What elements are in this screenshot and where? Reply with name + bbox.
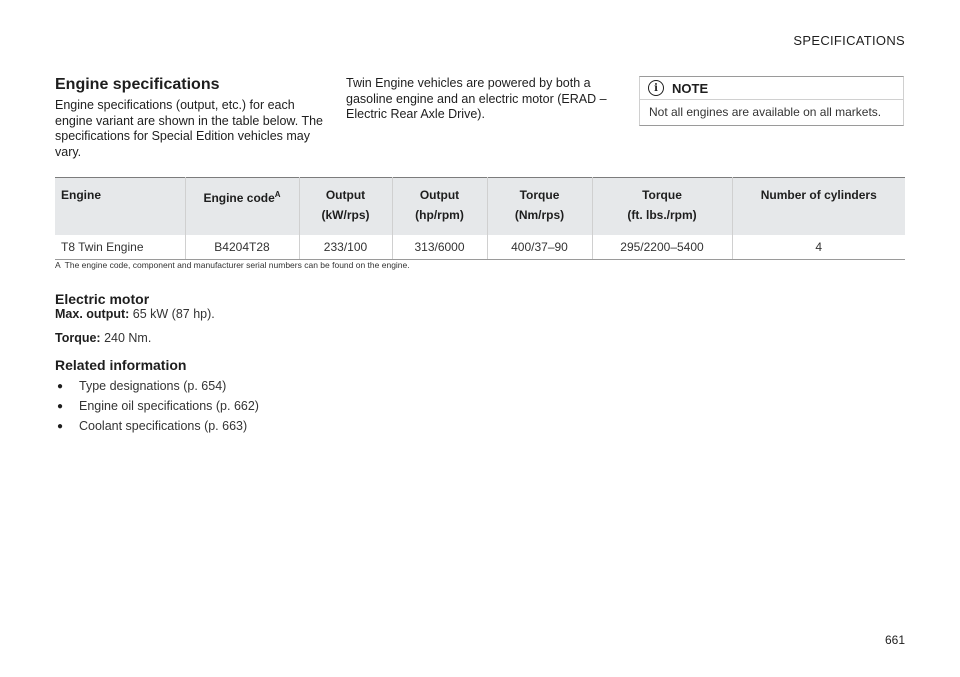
footnote-text: The engine code, component and manufacturer serial numbers can be found on the engine. <box>64 260 410 270</box>
bullet-icon: ● <box>57 420 64 432</box>
cell-output-hp: 313/6000 <box>392 235 487 260</box>
related-link-coolant[interactable]: ● Coolant specifications (p. 663) <box>57 419 248 433</box>
note-header <box>640 77 903 100</box>
cell-torque-ftlbs: 295/2200–5400 <box>592 235 732 260</box>
page-number: 661 <box>884 633 905 647</box>
electric-motor-section <box>55 291 215 346</box>
related-link-type-designations[interactable]: ● Type designations (p. 654) <box>57 379 227 393</box>
section-title: Engine specifications <box>55 76 220 93</box>
max-output-line: Max. output: 65 kW (87 hp). <box>55 307 215 321</box>
column-header-engine: Engine <box>55 178 185 236</box>
note-text: Not all engines are available on all markets. <box>649 105 882 119</box>
footnote-ref: A <box>274 190 281 199</box>
cell-engine-code: B4204T28 <box>185 235 299 260</box>
info-icon: i <box>648 80 664 96</box>
column-header-cylinders: Number of cylinders <box>760 188 877 202</box>
table-row <box>55 235 905 260</box>
related-information-section <box>55 357 259 436</box>
table-header-row <box>55 178 905 236</box>
torque-line: Torque: 240 Nm. <box>55 331 152 345</box>
cell-torque-nm: 400/37–90 <box>487 235 592 260</box>
cell-engine: T8 Twin Engine <box>55 235 185 260</box>
intro-paragraph: Engine specifications (output, etc.) for each engine variant are shown in the table below. The specifications for Special Edition vehicles may vary. <box>55 98 324 159</box>
column-header-engine-code: Engine code$^A$ <box>185 178 299 236</box>
intro-column-left <box>55 76 323 160</box>
table-footnote <box>55 260 410 270</box>
twin-engine-paragraph: Twin Engine vehicles are powered by both a gasoline engine and an electric motor (ERAD – Electric Rear Axle Drive). <box>346 76 607 121</box>
bullet-icon: ● <box>57 400 64 412</box>
footnote-marker: A <box>55 260 61 270</box>
column-header-output-kw: Output (kW/rps) <box>299 178 392 236</box>
electric-motor-title: Electric motor <box>55 291 150 307</box>
related-link-engine-oil[interactable]: ● Engine oil specifications (p. 662) <box>57 399 259 413</box>
bullet-icon: ● <box>57 380 64 392</box>
cell-cylinders: 4 <box>732 235 905 260</box>
intro-column-middle <box>346 76 608 123</box>
column-header-torque-nm: Torque (Nm/rps) <box>487 178 592 236</box>
note-box <box>639 76 904 126</box>
column-header-torque-ftlbs: Torque (ft. lbs./rpm) <box>592 178 732 236</box>
page-header: SPECIFICATIONS <box>793 33 905 48</box>
note-label: NOTE <box>672 80 709 96</box>
column-header-output-hp: Output (hp/rpm) <box>392 178 487 236</box>
cell-output-kw: 233/100 <box>299 235 392 260</box>
related-information-title: Related information <box>55 357 187 373</box>
engine-spec-table <box>55 177 905 260</box>
